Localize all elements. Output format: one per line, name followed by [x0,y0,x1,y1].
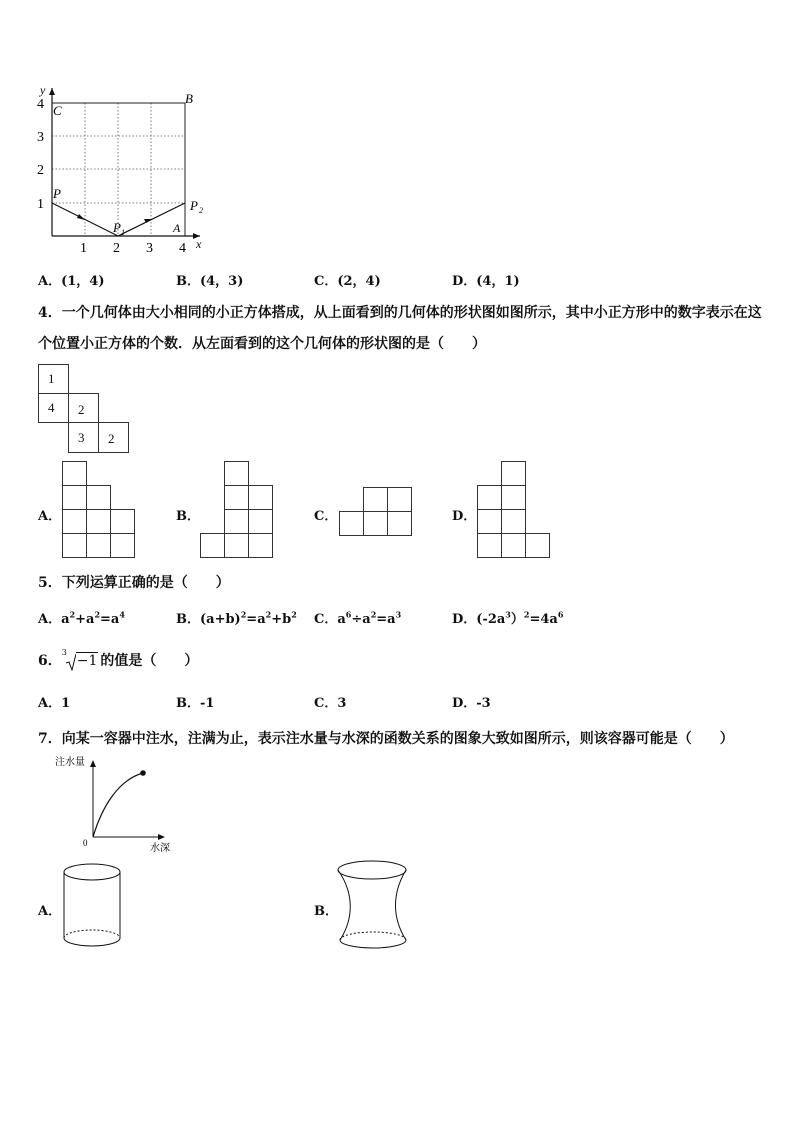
top-view-number: 2 [108,431,115,446]
q4-option-b-figure[interactable] [200,461,275,561]
q3-option-c[interactable]: C．(2，4) [314,274,381,289]
q7-option-b-concave-container[interactable] [334,858,414,953]
q7-option-a-cylinder[interactable] [60,860,126,950]
q4-option-d-figure[interactable] [477,461,552,561]
q4-option-a-figure[interactable] [62,461,137,561]
svg-text:2: 2 [37,163,44,178]
q6-option-b[interactable]: B．-1 [176,696,215,711]
q3-option-b[interactable]: B．(4，3) [176,274,244,289]
q7-question: 7．向某一容器中注水，注满为止，表示注水量与水深的函数关系的图象大致如图所示，则该容器可能是（ ） [38,731,734,747]
q4-option-d-label[interactable]: D． [452,509,477,524]
q5-option-c[interactable]: C．$a^6\div a^2=a^3$ [314,609,402,627]
q3-option-a[interactable]: A．(1，4) [38,274,105,289]
q3-coordinate-graph [30,82,220,257]
q5-option-a[interactable]: A．$a^2+a^2=a^4$ [38,609,125,627]
svg-text:C: C [53,103,62,118]
svg-text:3: 3 [37,130,44,145]
q7-function-graph [50,752,200,857]
q6-question: 6． 3 −1 的值是（ ） [38,648,199,669]
q4-top-view [38,364,130,454]
q4-option-b-label[interactable]: B． [176,509,200,524]
svg-text:2: 2 [113,241,120,256]
svg-text:4: 4 [37,97,44,112]
svg-text:注水量: 注水量 [55,757,85,768]
svg-text:P: P [190,198,198,213]
svg-text:P: P [53,186,61,201]
top-view-number: 4 [48,400,55,415]
q6-option-d[interactable]: D．-3 [452,696,491,711]
top-view-number: 3 [78,430,85,445]
q3-option-d[interactable]: D．(4，1) [452,274,520,289]
q4-option-a-label[interactable]: A． [38,509,62,524]
svg-text:4: 4 [179,241,186,256]
svg-text:0: 0 [83,838,88,848]
q5-option-d[interactable]: D．$(-2a^3)^2=4a^6$ [452,609,564,627]
top-view-number: 1 [48,371,55,386]
q4-option-c-label[interactable]: C． [314,509,338,524]
svg-text:3: 3 [146,241,153,256]
svg-text:2: 2 [199,206,203,215]
svg-text:x: x [196,237,202,251]
q4-option-c-figure[interactable] [339,487,414,539]
svg-text:y: y [40,83,46,97]
svg-text:1: 1 [121,228,125,237]
q6-option-a[interactable]: A．1 [38,696,71,711]
q4-question-line1: 4．一个几何体由大小相同的小正方体搭成，从上面看到的几何体的形状图如图所示，其中小正方形中的数字表示在这 [38,305,762,321]
svg-text:1: 1 [80,241,87,256]
svg-text:P: P [113,220,121,235]
q6-option-c[interactable]: C．3 [314,696,347,711]
q7-option-b-label[interactable]: B． [314,904,338,919]
q5-option-b[interactable]: B．$(a+b)^2=a^2+b^2$ [176,609,297,627]
top-view-number: 2 [78,402,85,417]
svg-text:水深: 水深 [150,843,170,854]
q7-option-a-label[interactable]: A． [38,904,62,919]
svg-text:B: B [185,91,193,106]
svg-text:A: A [173,221,181,235]
svg-text:1: 1 [37,197,44,212]
q4-question-line2: 个位置小正方体的个数．从左面看到的这个几何体的形状图的是（ ） [38,336,486,352]
q5-question: 5．下列运算正确的是（ ） [38,575,230,591]
cube-root: 3 −1 [61,648,98,669]
